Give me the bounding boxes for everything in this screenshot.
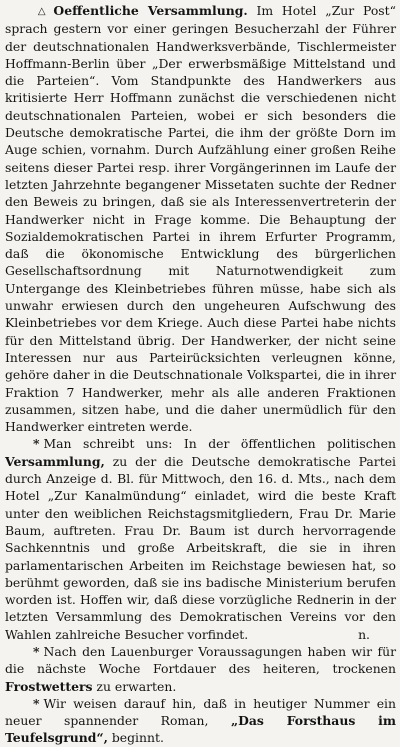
article-signature: n. <box>358 626 370 642</box>
article-emphasis: Frostwetters <box>5 678 93 694</box>
article-body-part: zu der die Deutsche demokratische Partei durch Anzeige d. Bl. für Mittwoch, den 16. d. Mts., nach dem Hotel „Zur Kanalmündung“ einladet, wird die beste Kraft unter den weiblichen Reichstagsmitgliedern, Frau Dr. Marie Baum, auftreten. Frau Dr. Baum ist durch hervorragende Sachkenntnis und große Arbeitskraft, die sie in ihren parlamentarischen Arbeiten im Reichstage bewiesen hat, so berühmt geworden, daß sie ins badische Ministerium berufen worden ist. Hoffen wir, daß diese vorzügliche Rednerin in der letzten Versammlung des Demokratischen Vereins vor den Wahlen zahlreiche Besucher vorfindet. <box>5 453 396 642</box>
asterisk-marker-icon: * <box>33 695 40 711</box>
triangle-marker-icon: △ <box>33 6 51 17</box>
asterisk-marker-icon: * <box>33 643 40 659</box>
article-body-part: zu erwarten. <box>96 678 177 694</box>
article-body: Im Hotel „Zur Post“ sprach gestern vor einer geringen Besucherzahl der Führer der deutschnationalen Handwerksverbände, Tischlermeister Hoffmann-Berlin über „Der erwerbsmäßige Mittelstand und die Parteien“. Vom Standpunkte des Handwerkers aus kritisierte Herr Hoffmann zunächst die verschiedenen nicht deutschnationalen Parteien, wobei er sich besonders die Deutsche demokratische Partei, die ihm der größte Dorn im Auge schien, vornahm. Durch Aufzählung einer großen Reihe seitens dieser Partei resp. ihrer Vorgängerinnen im Laufe der letzten Jahrzehnte begangener Missetaten suchte der Redner den Beweis zu bringen, daß sie als Interessenvertreterin der Handwerker nicht in Frage komme. Die Behauptung der Sozialdemokratischen Partei in ihrem Erfurter Programm, daß die ökonomische Entwicklung des bürgerlichen Gesellschaftsordnung mit Naturnotwendigkeit zum Untergange des Kleinbetriebes führen müsse, habe sich als unwahr erwiesen durch den ungeheuren Aufschwung des Kleinbetriebes vor dem Kriege. Auch diese Partei habe nichts für den Mittelstand übrig. Der Handwerker, der nicht seine Interessen nur aus Parteirücksichten verleugnen könne, gehöre daher in die Deutschnationale Volkspartei, die in ihrer Fraktion 7 Handwerker, mehr als alle anderen Fraktionen zusammen, sitzen habe, und die daher unermüdlich für den Handwerker eintreten werde. <box>5 3 396 435</box>
article-public-meeting <box>5 2 396 435</box>
article-intro: Man schreibt uns: <box>43 436 173 452</box>
article-democratic-meeting <box>5 435 396 643</box>
article-emphasis: Versammlung, <box>5 453 105 469</box>
article-body-part: Nach den Lauenburger Voraussagungen haben wir für die nächste Woche Fortdauer des heiteren, trockenen <box>5 643 396 677</box>
article-body-part: Wir weisen darauf hin, daß in heutiger Nummer ein neuer spannender Roman, <box>5 695 396 729</box>
novel-title: „Das Forsthaus im Teufelsgrund“, <box>5 713 396 746</box>
asterisk-marker-icon: * <box>33 436 40 452</box>
article-headline: Oeffentliche Versammlung. <box>53 3 248 18</box>
article-weather <box>5 643 396 695</box>
article-novel-notice <box>5 695 396 747</box>
article-body-part: In der öffentlichen politischen <box>183 436 396 452</box>
article-body-part: beginnt. <box>111 730 164 746</box>
